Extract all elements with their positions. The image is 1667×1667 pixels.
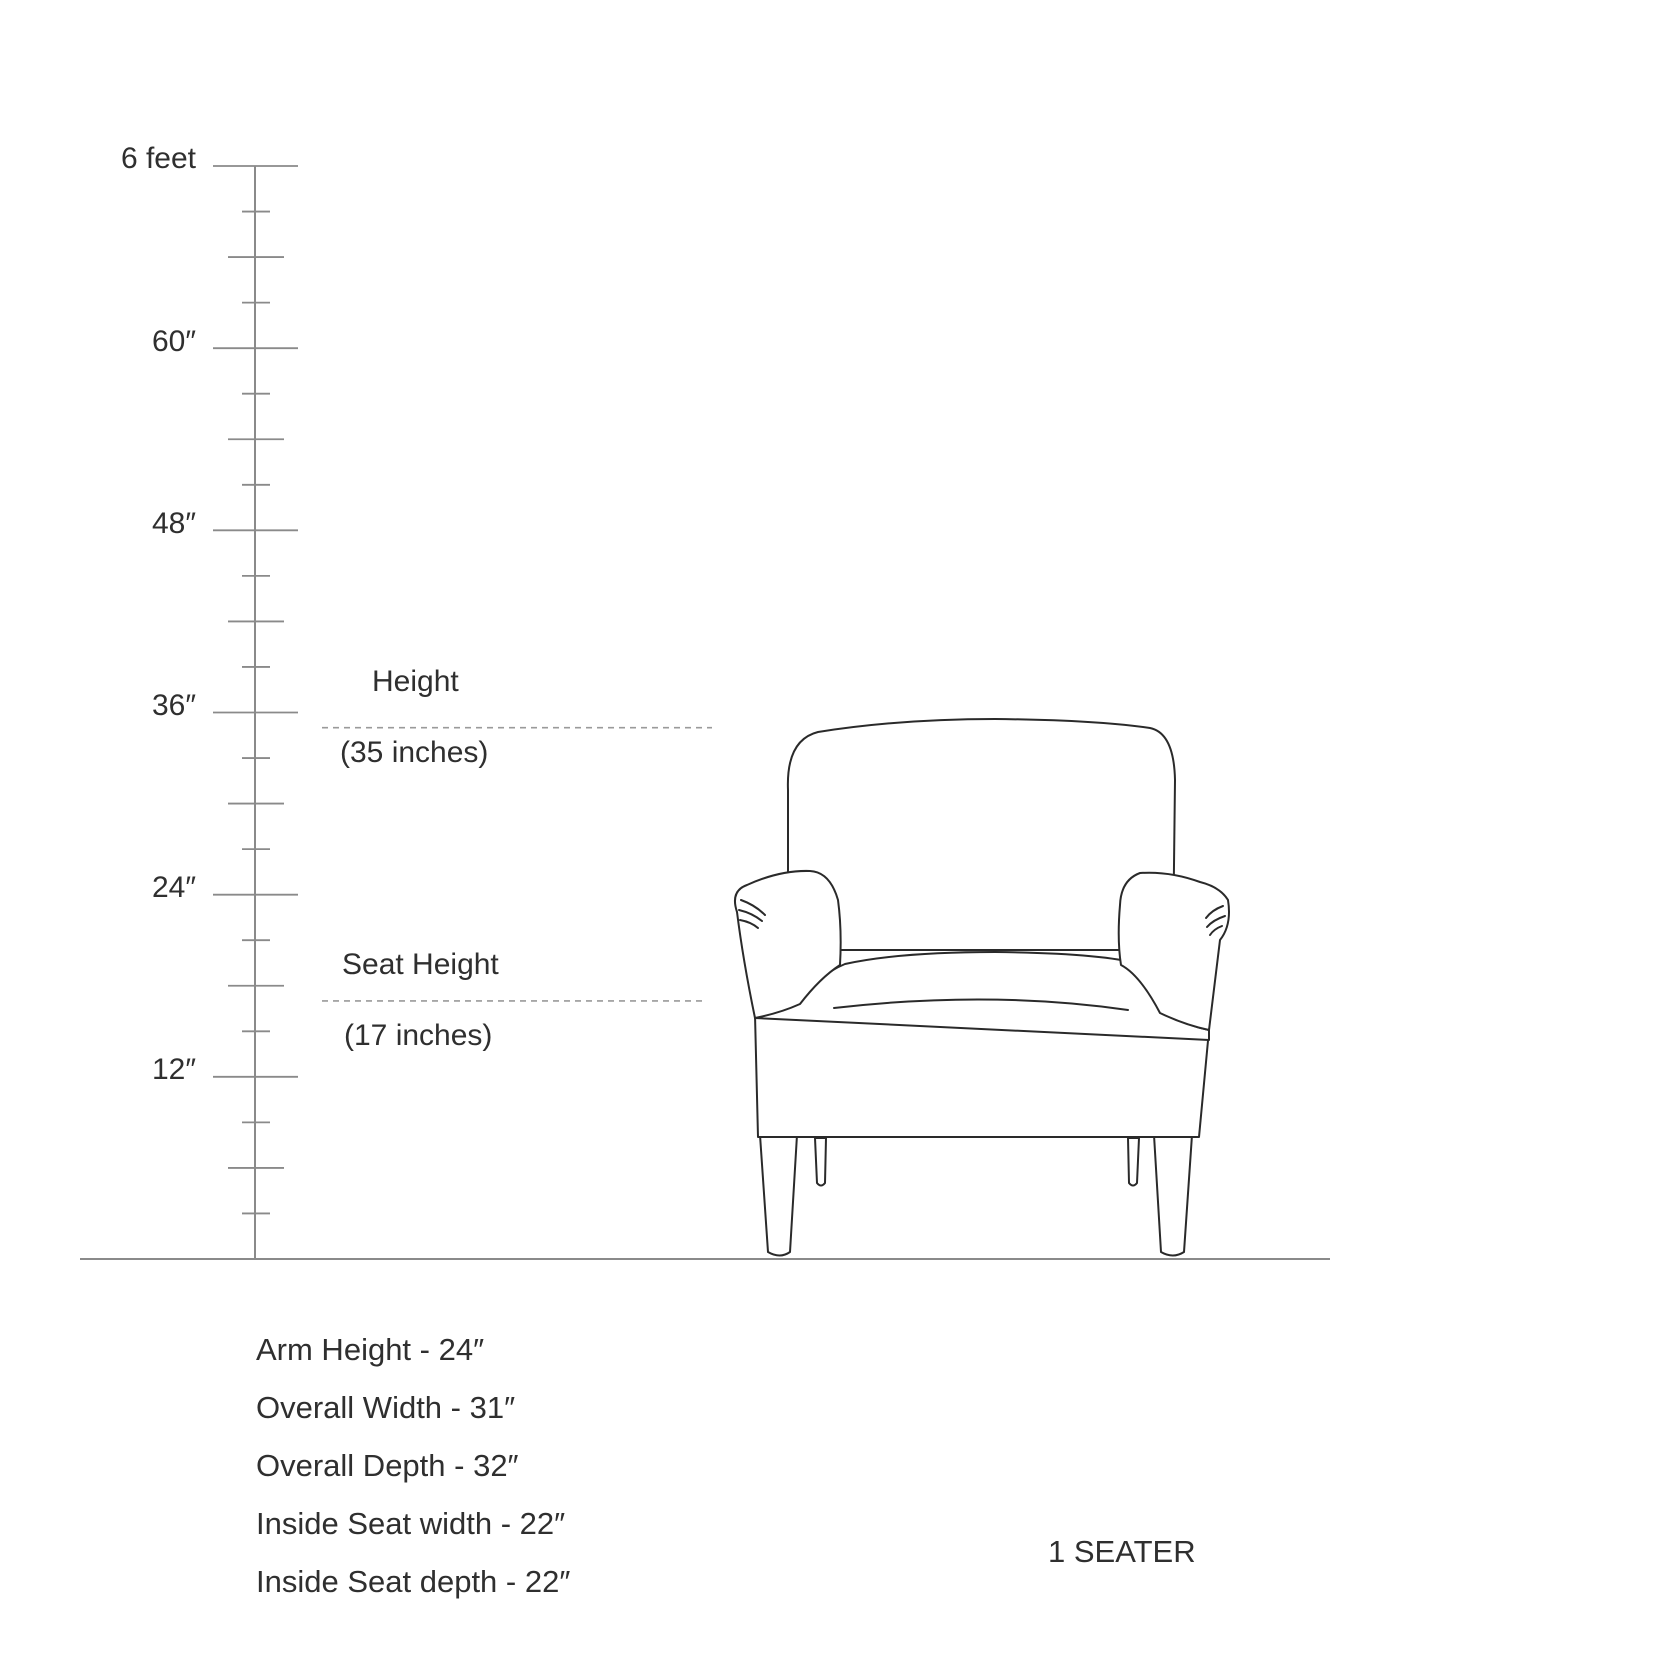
spec-inside-seat-width: Inside Seat width - 22″	[256, 1506, 566, 1541]
ruler-label-36-inches: 36″	[152, 689, 196, 722]
ruler-label-60-inches: 60″	[152, 325, 196, 358]
armchair-illustration	[735, 719, 1229, 1256]
ruler-label-48-inches: 48″	[152, 507, 196, 540]
spec-overall-depth: Overall Depth - 32″	[256, 1448, 519, 1483]
spec-overall-width: Overall Width - 31″	[256, 1390, 516, 1425]
capacity-label: 1 SEATER	[1048, 1534, 1196, 1569]
height-value: (35 inches)	[340, 736, 489, 769]
spec-arm-height: Arm Height - 24″	[256, 1332, 485, 1367]
height-ruler	[213, 166, 298, 1259]
ruler-label-6-feet: 6 feet	[120, 142, 196, 175]
seat-height-value: (17 inches)	[344, 1019, 493, 1052]
front-right-leg	[1154, 1135, 1192, 1256]
front-left-leg	[760, 1135, 797, 1256]
back-left-leg	[815, 1138, 826, 1186]
spec-inside-seat-depth: Inside Seat depth - 22″	[256, 1564, 571, 1599]
back-right-leg	[1128, 1138, 1139, 1186]
ruler-label-24-inches: 24″	[152, 871, 196, 904]
height-title: Height	[372, 665, 459, 698]
ruler-label-12-inches: 12″	[152, 1053, 196, 1086]
seat-height-title: Seat Height	[342, 948, 499, 981]
chair-backrest	[788, 719, 1175, 950]
